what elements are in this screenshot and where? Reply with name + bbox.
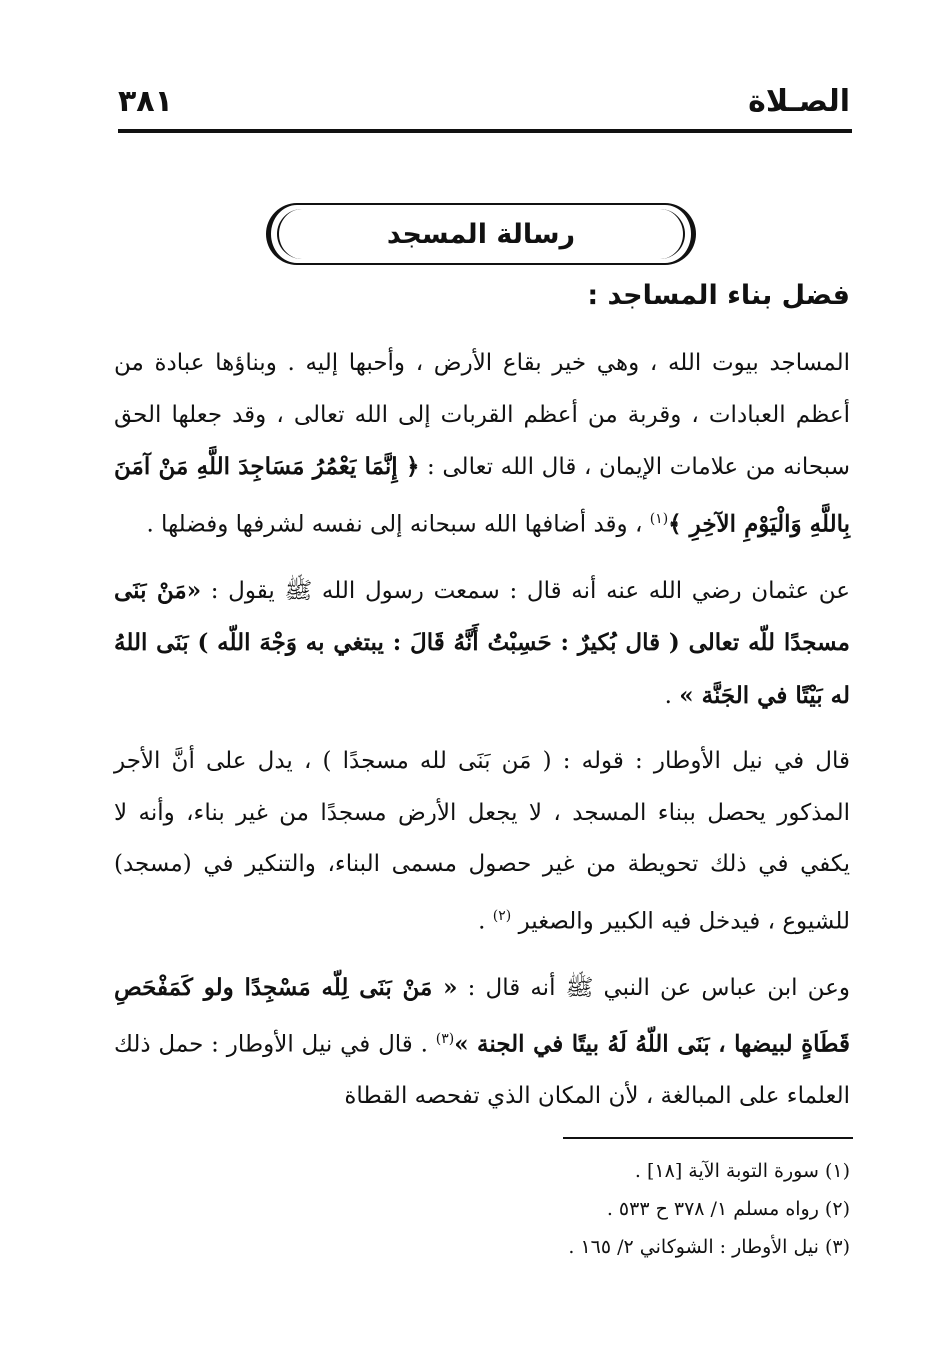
footnote-2: (٢) رواه مسلم ١/ ٣٧٨ ح ٥٣٣ .: [606, 1198, 850, 1220]
paragraph-1-text-a: المساجد بيوت الله ، وهي خير بقاع الأرض ، وأحبها إليه . وبناؤها عبادة من أعظم العبادات ، وقربة من أعظم القربات إلى الله تعالى ، وقد جعلها الحق سبحانه من علامات الإيمان ، قال الله تعالى :: [114, 350, 850, 480]
paragraph-4: [114, 962, 850, 1123]
paragraph-1-text-b: ، وقد أضافها الله سبحانه إلى نفسه لشرفها وفضلها .: [146, 511, 650, 538]
title-frame: [266, 203, 696, 265]
body-text: [114, 338, 850, 1131]
paragraph-2: [114, 565, 850, 723]
paragraph-2-text-b: .: [664, 682, 680, 709]
footnote-ref-1: (١): [649, 510, 669, 527]
paragraph-4-text-b: . قال في نيل الأوطار : حمل ذلك العلماء على المبالغة ، لأن المكان الذي تفحصه القطاة: [114, 1031, 850, 1110]
footnote-rule: [563, 1137, 853, 1139]
footnote-3: (٣) نيل الأوطار : الشوكاني ٢/ ١٦٥ .: [568, 1236, 850, 1258]
quran-verse: ﴿ إِنَّمَا يَعْمُرُ مَسَاجِدَ اللَّهِ مَنْ آمَنَ بِاللَّهِ وَالْيَوْمِ الآخِرِ ﴾: [114, 453, 850, 538]
paragraph-4-text-a: وعن ابن عباس عن النبي ﷺ أنه قال :: [457, 974, 850, 1001]
footnotes: [568, 1152, 850, 1266]
paragraph-3-text-b: .: [478, 908, 493, 935]
hadith-text-1: «مَنْ بَنَى مسجدًا للّه تعالى ( قال بُكيرٌ : حَسِبْتُ أَنَّهُ قَالَ : يبتغي به وَجْهَ اللّه ) بَنَى اللهُ له بَيْتًا في الجَنَّة »: [114, 576, 850, 709]
header-title: الصـلاة: [748, 84, 850, 119]
paragraph-2-text-a: عن عثمان رضي الله عنه أنه قال : سمعت رسول الله ﷺ يقول :: [201, 577, 850, 604]
hadith-text-2: « مَنْ بَنَى لِلّه مَسْجِدًا ولو كَمَفْحَصِ قَطَاةٍ لبيضها ، بَنَى اللّهُ لَهُ بيتًا في الجنة »: [114, 973, 850, 1058]
running-header: [118, 80, 850, 130]
paragraph-3-text-a: قال في نيل الأوطار : قوله : ( مَن بَنَى لله مسجدًا ) ، يدل على أنَّ الأجر المذكور يحصل ببناء المسجد ، لا يجعل الأرض مسجدًا من غير بناء، وأنه لا يكفي في ذلك تحويطة من غير حصول مسمى البناء، والتنكير في (مسجد) للشيوع ، فيدخل فيه الكبير والصغير: [114, 748, 850, 935]
chapter-title: رسالة المسجد: [386, 218, 576, 250]
header-rule: [118, 129, 852, 133]
footnote-ref-2: (٢): [492, 907, 512, 924]
footnote-ref-3: (٣): [435, 1031, 455, 1048]
section-heading: فضل بناء المساجد :: [587, 280, 850, 311]
paragraph-1: [114, 338, 850, 551]
footnote-1: (١) سورة التوبة الآية [١٨] .: [634, 1160, 850, 1182]
page-number: ٣٨١: [118, 84, 173, 119]
paragraph-3: [114, 736, 850, 948]
